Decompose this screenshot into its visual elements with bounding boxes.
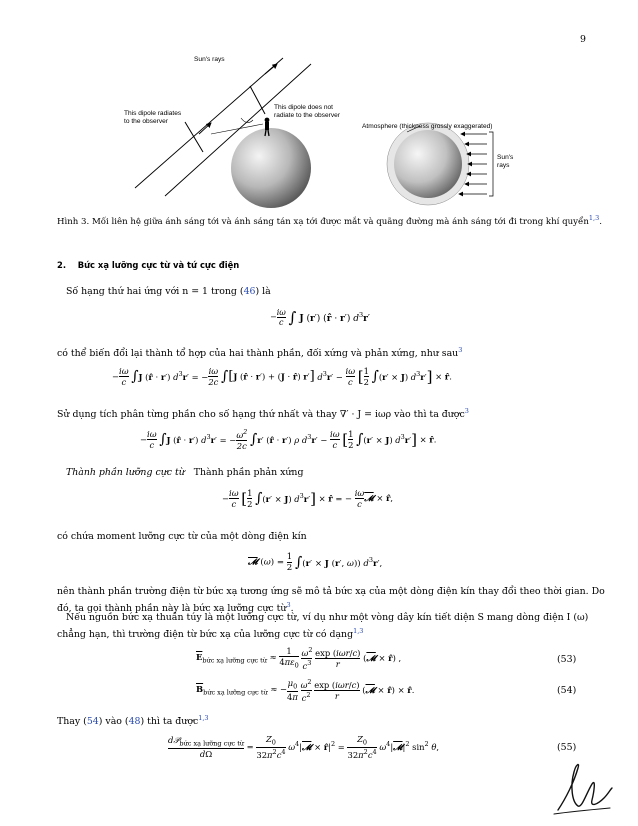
equation-55: d𝒫$_{bức xạ lưỡng cực từ}$ dΩ = $\frac{Z_0}{32\pi^2c^4}$ $\omega^4|𝓜$ × $r̂|^2$ = $\frac{Z_0}{32\pi^2c^4}$ $\omega^4|𝓜|^2$ $\sin^2 \theta$, [168,734,440,760]
label-atmosphere: Atmosphere (thickness grossly exaggerated) [362,123,493,130]
equation-54: $\overline{B}_{bức xạ lưỡng cực từ}$ ≈ − $\frac{\mu_0}{4\pi}$ $\frac{\omega^2}{c^2}$ exp (iωr/c) r (𝓜 × r̂) × r̂. [196,678,415,703]
dipole-line [185,122,203,152]
paragraph-7-line2: chẳng hạn, thì trường điện từ bức xạ của lưỡng cực từ có dạng$^{1,3}$ [57,627,364,641]
rays-bracket [489,132,493,196]
paragraph-4: Thành phần lưỡng cực từ Thành phần phản xứng [66,467,304,478]
equation-integral-j: − $\frac{i\omega}{c}$ ∫ J (r′) (r̂ · r′) $d^3r'$ [270,308,370,327]
page-number: 9 [580,34,586,45]
equation-antisymmetric: − $\frac{i\omega}{c}$ [ $\frac{1}{2}$ ∫(r′ × J) $d^3r'$] × r̂ = − $\frac{i\omega}{c}$ 𝓜 × r̂, [222,488,394,509]
paragraph-8: Thay (54) vào (48) thì ta được$^{1,3}$ [57,714,209,728]
label-suns-rays-top: Sun's rays [194,56,225,63]
earth-sphere-right [394,130,462,198]
section-heading: 2. Bức xạ lưỡng cực từ và tứ cực điện [57,260,240,270]
label-suns-rays-right: Sun's rays [497,154,514,169]
signature [548,758,618,818]
ray-arrow [265,64,277,74]
figure-caption: Hình 3. Mối liên hệ giữa ánh sáng tới và ánh sáng tán xạ tới được mắt và quãng đường mà ánh sáng tới đi trong khí quyển$^{1,3}$. [57,214,602,227]
earth-sphere-left [231,128,311,208]
equation-magnetic-moment: 𝓜 (ω) = $\frac{1}{2}$ ∫(r′ × J (r′, ω)) $d^3r'$, [248,552,383,573]
label-dipole-not-radiate: This dipole does not radiate to the observer [274,104,340,119]
paragraph-7: Nếu nguồn bức xạ thuần túy là một lưỡng cực từ, ví dụ như một vòng dây kín tiết diện S mang dòng điện I (ω) [66,612,589,623]
equation-number-55: (55) [557,742,577,753]
paragraph-6: nên thành phần trường điện từ bức xạ tương ứng sẽ mô tả bức xạ của một dòng điện kín thay đổi theo thời gian. Do [57,586,605,597]
equation-53: $\overline{E}_{bức xạ lưỡng cực từ}$ ≈ $\frac{1}{4\pi\varepsilon_0}$ $\frac{\omega^2}{c^3}$ exp (iωr/c) r (𝓜 × r̂) , [196,646,402,671]
label-dipole-radiates: This dipole radiates to the observer [124,110,182,125]
paragraph-1: Số hạng thứ hai ứng với n = 1 trong (46) là [66,286,271,297]
equation-decomposition: − $\frac{i\omega}{c}$ ∫J (r̂ · r′) $d^3r'$ = − $\frac{i\omega}{2c}$ ∫[J (r̂ · r′) + (J · r̂) r′] $d^3r'$ − $\frac{i\omega}{c}$ [ $\frac{1}{2}$ ∫(r′ × J) $d^3r'$] × r̂. [112,366,452,387]
paragraph-6-line2: đó, ta gọi thành phần này là bức xạ lưỡng cực từ$^3$. [57,601,294,615]
equation-number-54: (54) [557,685,577,696]
dipole-line [250,86,265,114]
equation-integration-by-parts: − $\frac{i\omega}{c}$ ∫J (r̂ · r′) $d^3r'$ = − $\frac{\omega^2}{2c}$ ∫r′ (r̂ · r′) ρ $d^3r'$ − $\frac{i\omega}{c}$ [ $\frac{1}{2}$ ∫(r′ × J) $d^3r'$] × r̂. [140,428,437,451]
equation-number-53: (53) [557,654,577,665]
paragraph-2: có thể biến đổi lại thành tổ hợp của hai thành phần, đối xứng và phản xứng, như sau$^3$ [57,346,463,360]
ray-arrow [199,123,211,134]
paragraph-3: Sử dụng tích phân từng phần cho số hạng thứ nhất và thay ∇′ · J = iωρ vào thì ta được$^3$ [57,407,469,421]
paragraph-5: có chứa moment lưỡng cực từ của một dòng điện kín [57,531,307,542]
